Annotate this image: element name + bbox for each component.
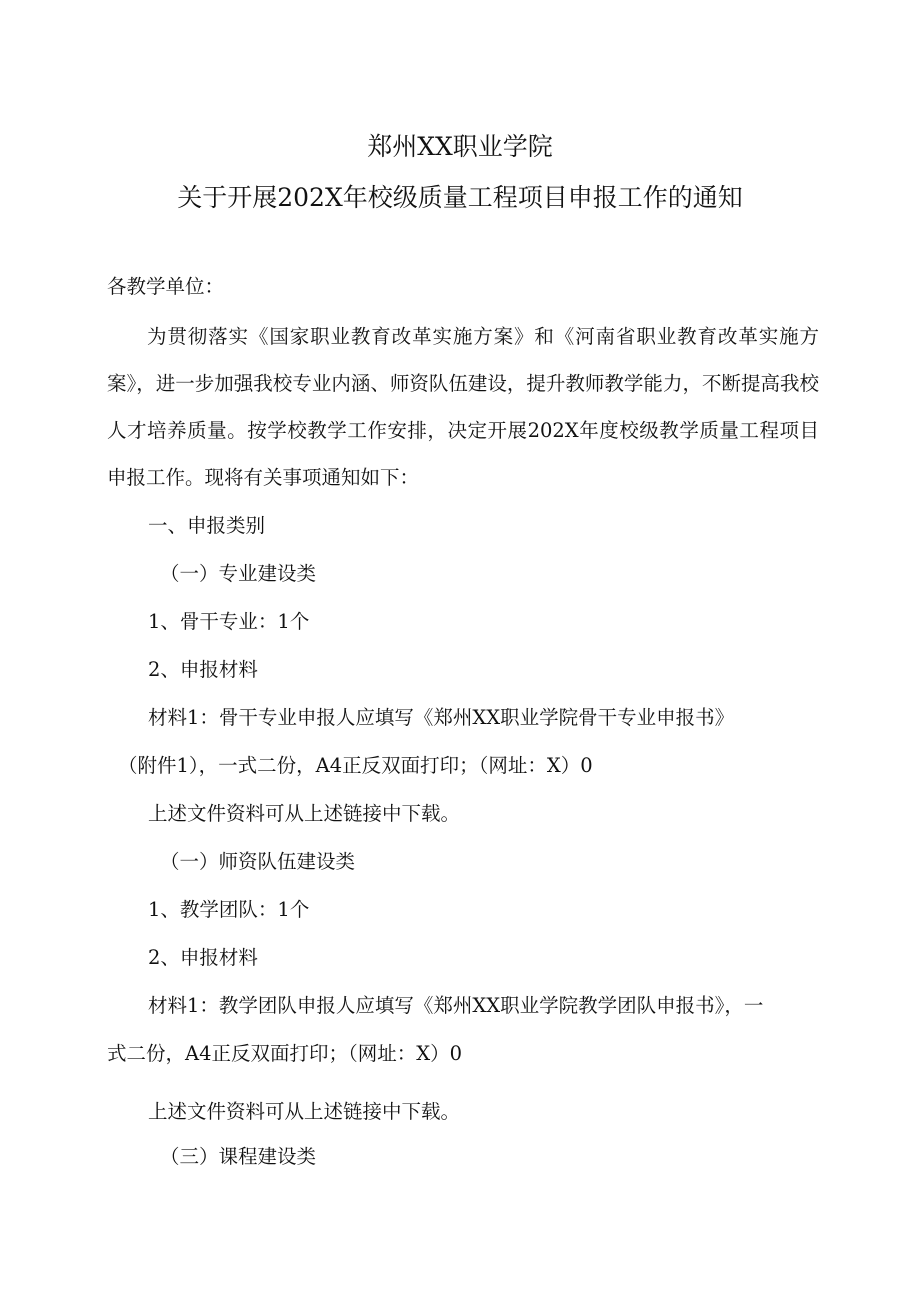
salutation: 各教学单位： <box>107 275 225 298</box>
material-description-continued: （附件1），一式二份，A4正反双面打印；（网址：X）0 <box>118 754 593 777</box>
download-note: 上述文件资料可从上述链接中下载。 <box>148 1100 461 1123</box>
subsection-heading-curriculum: （三）课程建设类 <box>160 1145 317 1168</box>
document-title-notice: 关于开展202X年校级质量工程项目申报工作的通知 <box>177 183 743 212</box>
list-item-materials: 2、申报材料 <box>148 946 258 969</box>
document-title-school: 郑州XX职业学院 <box>367 132 553 161</box>
subsection-heading-faculty: （一）师资队伍建设类 <box>160 850 356 873</box>
material-description: 材料1：骨干专业申报人应填写《郑州XX职业学院骨干专业申报书》 <box>148 706 735 729</box>
intro-paragraph: 为贯彻落实《国家职业教育改革实施方案》和《河南省职业教育改革实施方案》，进一步加强我校专业内涵、师资队伍建设，提升教师教学能力，不断提高我校人才培养质量。按学校教学工作安排，决定开展202X年度校级教学质量工程项目申报工作。现将有关事项通知如下： <box>107 325 819 489</box>
material-description-continued: 式二份，A4正反双面打印；（网址：X）0 <box>107 1042 463 1065</box>
download-note: 上述文件资料可从上述链接中下载。 <box>148 802 461 825</box>
list-item-teaching-team: 1、教学团队：1个 <box>148 898 310 921</box>
material-description: 材料1：教学团队申报人应填写《郑州XX职业学院教学团队申报书》，一 <box>148 994 764 1017</box>
list-item-materials: 2、申报材料 <box>148 658 258 681</box>
list-item-key-major: 1、骨干专业：1个 <box>148 610 310 633</box>
subsection-heading-major: （一）专业建设类 <box>160 562 317 585</box>
section-heading-categories: 一、申报类别 <box>148 514 266 537</box>
